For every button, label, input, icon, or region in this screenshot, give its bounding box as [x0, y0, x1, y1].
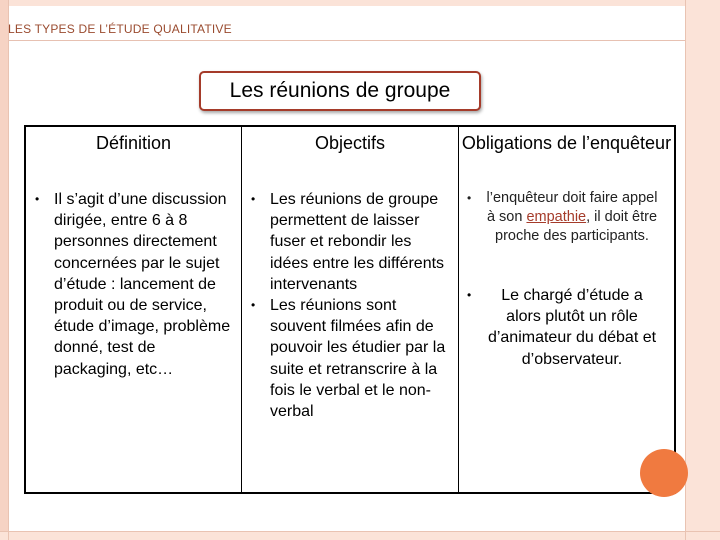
objectifs-body: [246, 189, 452, 422]
definition-body: [30, 189, 232, 380]
heading-text: Les réunions de groupe: [229, 79, 451, 102]
slide-frame-left: [0, 0, 8, 540]
obligations-item-1: [462, 189, 658, 246]
obligations-body-2: [462, 285, 658, 370]
header-obligations: Obligations de l’enquêteur: [461, 133, 672, 153]
decorative-circle: [640, 449, 688, 497]
header-objectifs: Objectifs: [314, 133, 386, 153]
obligations-text-1b: , il doit être proche des participants.: [495, 209, 658, 244]
header-definition: Définition: [95, 133, 172, 153]
slide-frame-line-left: [8, 0, 9, 540]
obligations-text-2: Le chargé d’étude a alors plutôt un rôle d’animateur du débat et d’observateur.: [487, 287, 657, 368]
definition-item: [30, 189, 232, 380]
objectifs-item-1: [246, 189, 452, 295]
bullet-icon: •: [35, 192, 40, 206]
title-divider: [8, 40, 685, 41]
bullet-icon: •: [251, 192, 256, 206]
column-divider-1: [241, 127, 242, 492]
objectifs-text-1: Les réunions de groupe permettent de laisser fuser et rebondir les idées entre les différents intervenants: [270, 191, 445, 293]
definition-text: Il s’agit d’une discussion dirigée, entre 6 à 8 personnes directement concernées par le sujet d’étude : lancement de produit ou de service, étude d’image, problème donné, test de packaging, etc…: [54, 191, 231, 378]
slide-frame-bottom: [0, 531, 720, 540]
slide-title: LES TYPES DE L’ÉTUDE QUALITATIVE: [8, 22, 232, 36]
bullet-icon: •: [251, 298, 256, 313]
slide-frame-line-bottom: [0, 531, 720, 532]
obligations-item-2: [462, 285, 658, 370]
column-divider-2: [458, 127, 459, 492]
slide-frame-right: [686, 0, 720, 540]
content-table: [24, 125, 676, 494]
empathie-link[interactable]: empathie: [526, 209, 587, 225]
objectifs-item-2: [246, 295, 452, 422]
bullet-icon: •: [467, 191, 472, 205]
heading-box: [199, 71, 481, 111]
objectifs-text-2: Les réunions sont souvent filmées afin de pouvoir les étudier par la suite et retranscrire à la fois le verbal et le non-verbal: [270, 297, 446, 421]
obligations-body: [462, 189, 658, 246]
obligations-text-1a: l’enquêteur doit faire appel à son: [486, 190, 658, 225]
slide-frame-top: [0, 0, 720, 6]
bullet-icon: •: [467, 288, 472, 302]
slide-frame-line-right: [685, 0, 686, 540]
